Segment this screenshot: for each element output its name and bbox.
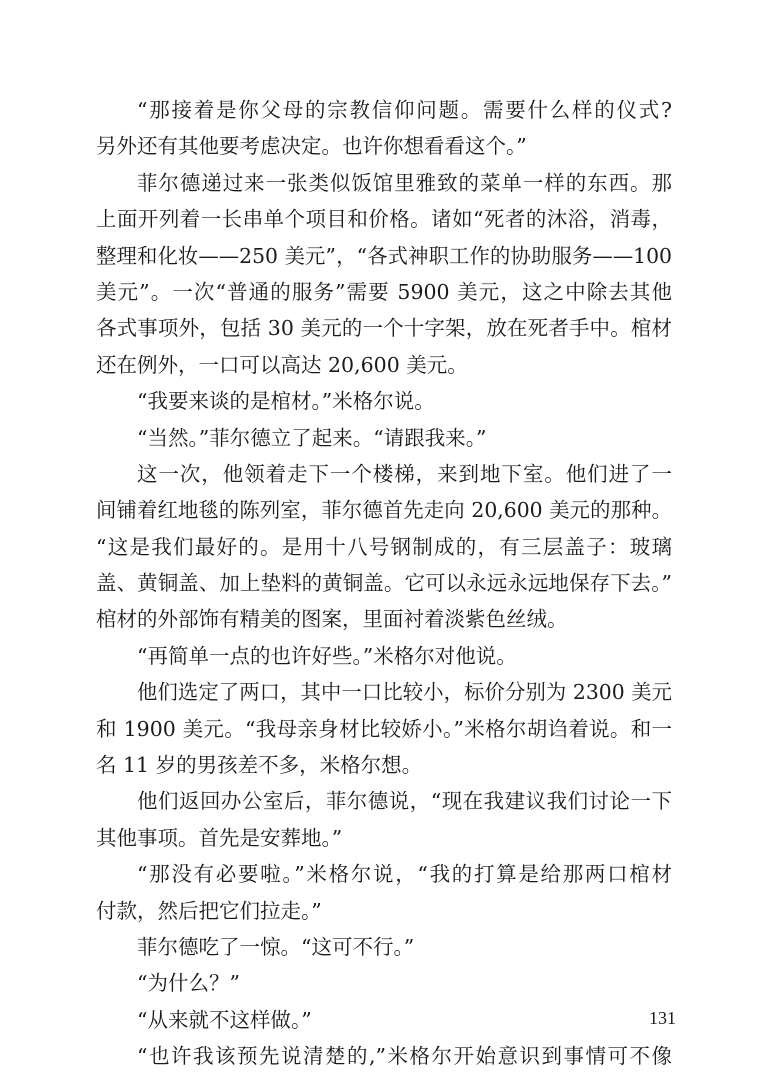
text-line: 菲尔德递过来一张类似饭馆里雅致的菜单一样的东西。那 xyxy=(137,170,672,195)
text-line: “当然。”菲尔德立了起来。“请跟我来。” xyxy=(137,425,487,450)
text-line: “从来就不这样做。” xyxy=(137,1007,312,1032)
text-line: 各式事项外，包括 30 美元的一个十字架，放在死者手中。棺材 xyxy=(96,316,672,341)
text-line: 还在例外，一口可以高达 20,600 美元。 xyxy=(96,352,468,377)
text-line: 美元”。一次“普通的服务”需要 5900 美元，这之中除去其他 xyxy=(96,279,672,304)
text-line: “再简单一点的也许好些。”米格尔对他说。 xyxy=(137,643,517,668)
text-line: 上面开列着一长串单个项目和价格。诸如“死者的沐浴，消毒， xyxy=(96,207,672,232)
text-line: 间铺着红地毯的陈列室，菲尔德首先走向 20,600 美元的那种。 xyxy=(96,498,672,523)
text-line: 整理和化妆——250 美元”，“各式神职工作的协助服务——100 xyxy=(96,243,672,268)
text-line: 另外还有其他要考虑决定。也许你想看看这个。” xyxy=(96,134,527,159)
text-line: “那接着是你父母的宗教信仰问题。需要什么样的仪式? xyxy=(137,98,672,122)
text-line: 这一次，他领着走下一个楼梯，来到地下室。他们进了一 xyxy=(137,461,672,486)
text-line: 和 1900 美元。“我母亲身材比较娇小。”米格尔胡诌着说。和一 xyxy=(96,716,672,741)
text-line: 棺材的外部饰有精美的图案，里面衬着淡紫色丝绒。 xyxy=(96,607,568,632)
text-line: 菲尔德吃了一惊。“这可不行。” xyxy=(137,934,415,959)
text-line: 名 11 岁的男孩差不多，米格尔想。 xyxy=(96,753,423,778)
text-line: 盖、黄铜盖、加上垫料的黄铜盖。它可以永远永远地保存下去。” xyxy=(96,571,672,596)
text-line: “这是我们最好的。是用十八号钢制成的，有三层盖子：玻璃 xyxy=(96,534,672,559)
page-number: 131 xyxy=(649,1008,676,1028)
text-line: 他们返回办公室后，菲尔德说，“现在我建议我们讨论一下 xyxy=(137,789,672,814)
text-line: 他们选定了两口，其中一口比较小，标价分别为 2300 美元 xyxy=(137,680,672,705)
book-page-text xyxy=(96,92,672,1075)
text-line: “那没有必要啦。”米格尔说，“我的打算是给那两口棺材 xyxy=(137,862,672,887)
text-line: 其他事项。首先是安葬地。” xyxy=(96,825,343,850)
text-line: “我要来谈的是棺材。”米格尔说。 xyxy=(137,389,435,414)
text-line: “也许我该预先说清楚的,”米格尔开始意识到事情可不像 xyxy=(137,1044,672,1069)
text-line: 付款，然后把它们拉走。” xyxy=(96,898,322,923)
text-line: “为什么？” xyxy=(137,971,240,996)
